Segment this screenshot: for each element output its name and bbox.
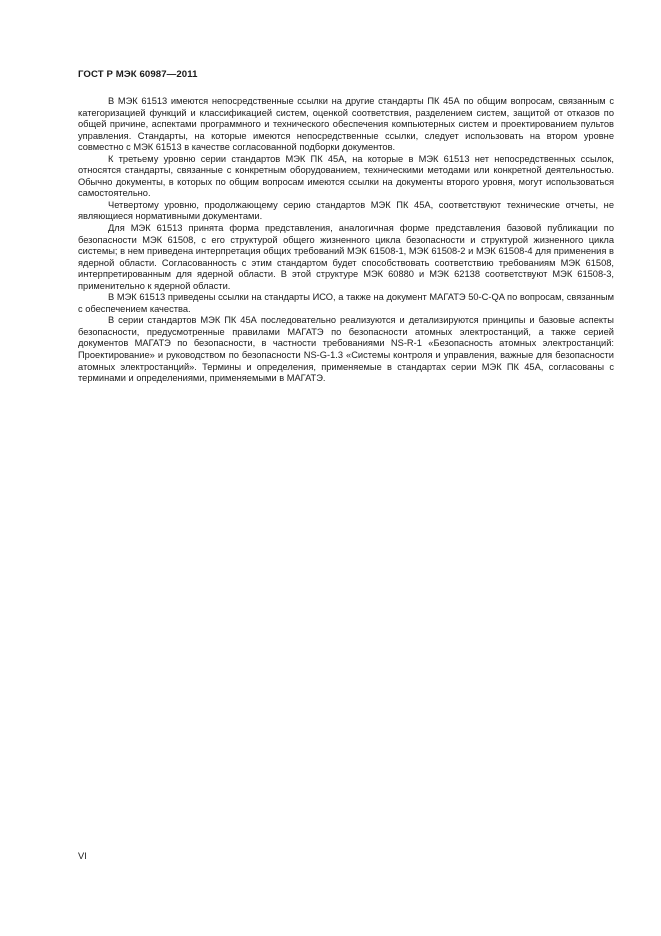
paragraph: В МЭК 61513 приведены ссылки на стандарты ИСО, а также на документ МАГАТЭ 50-C-QA по вопросам, связанным с обеспечением качества. <box>78 292 614 314</box>
paragraph: В МЭК 61513 имеются непосредственные ссылки на другие стандарты ПК 45А по общим вопросам, связанным с категоризацией функций и классификацией систем, оценкой соответствия, разделением систем, защитой от отказов по общей причине, аспектами программного и технического обеспечения компьютерных систем и проектированием пультов управления. Стандарты, на которые имеются непосредственные ссылки, следует использовать на втором уровне совместно с МЭК 61513 в качестве согласованной подборки документов. <box>78 96 614 153</box>
page-number: VI <box>78 851 87 861</box>
paragraph: Четвертому уровню, продолжающему серию стандартов МЭК ПК 45А, соответствуют технические отчеты, не являющиеся нормативными документами. <box>78 199 614 222</box>
paragraph: Для МЭК 61513 принята форма представления, аналогичная форме представления базовой публикации по безопасности МЭК 61508, с его структурой общего жизненного цикла безопасности и структурой жизненного цикла системы; в нем приведена интерпретация общих требований МЭК 61508-1, МЭК 61508-2 и МЭК 61508-4 для применения в ядерной области. Согласованность с этим стандартом будет способствовать соответствию требованиям МЭК 61508, интерпретированным для ядерной области. В этой структуре МЭК 60880 и МЭК 62138 соответствуют МЭК 61508-3, применительно к ядерной области. <box>78 223 614 291</box>
document-body <box>78 96 614 385</box>
document-header: ГОСТ Р МЭК 60987—2011 <box>78 69 198 80</box>
paragraph: К третьему уровню серии стандартов МЭК ПК 45А, на которые в МЭК 61513 нет непосредственных ссылок, относятся стандарты, связанные с конкретным оборудованием, техническими методами или конкретной деятельностью. Обычно документы, в которых по общим вопросам имеются ссылки на документы второго уровня, могут использоваться самостоятельно. <box>78 153 614 199</box>
paragraph: В серии стандартов МЭК ПК 45А последовательно реализуются и детализируются принципы и базовые аспекты безопасности, предусмотренные правилами МАГАТЭ по безопасности атомных электростанций, а также серией документов МАГАТЭ по безопасности, в частности требованиями NS-R-1 «Безопасность атомных электростанций: Проектирование» и руководством по безопасности NS-G-1.3 «Системы контроля и управления, важные для безопасности атомных электростанций». Термины и определения, применяемые в стандартах серии МЭК ПК 45А, согласованы с терминами и определениями, применяемыми в МАГАТЭ. <box>78 315 614 384</box>
